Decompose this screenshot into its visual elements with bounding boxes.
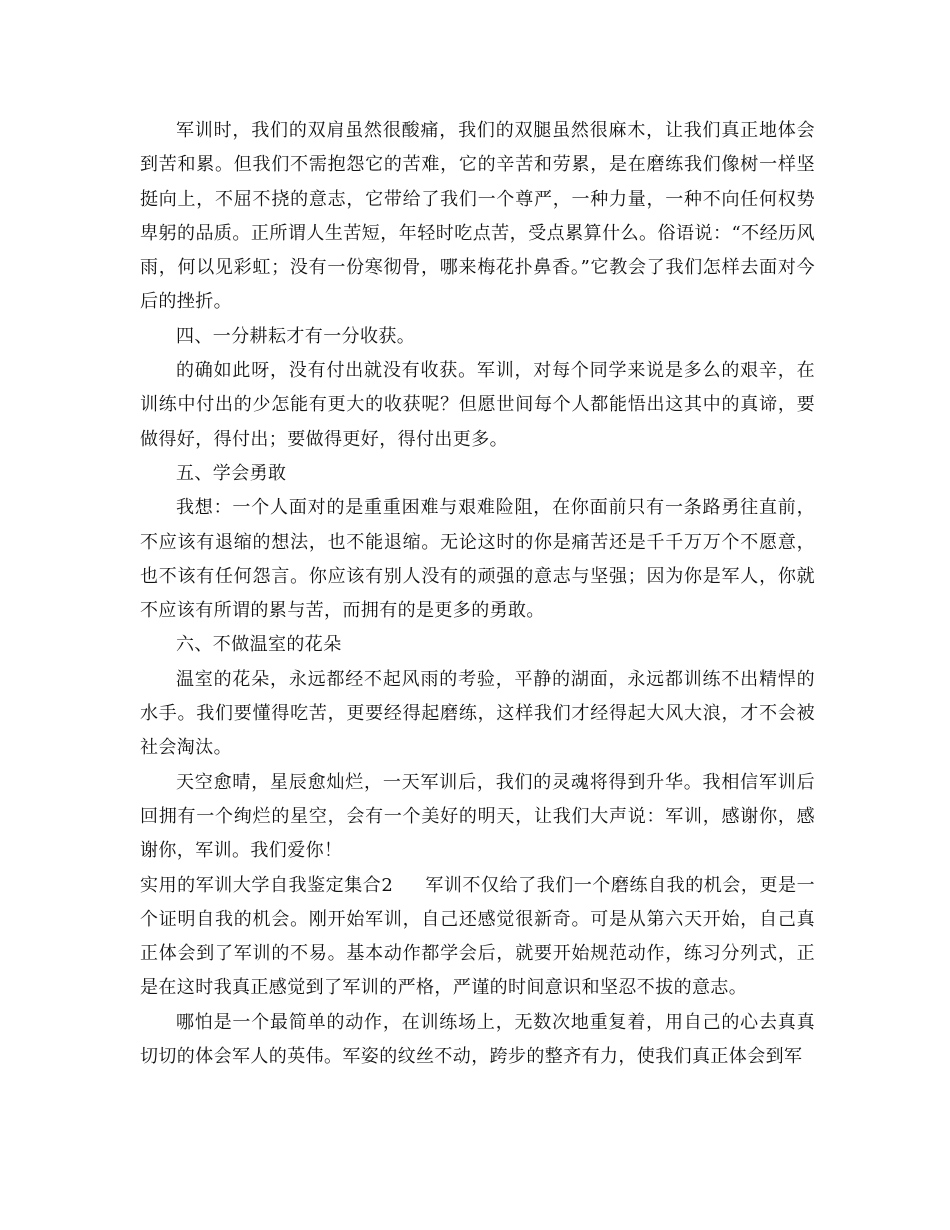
paragraph-1: 军训时，我们的双肩虽然很酸痛，我们的双腿虽然很麻木，让我们真正地体会到苦和累。但我们不需抱怨它的苦难，它的辛苦和劳累，是在磨练我们像树一样坚挺向上，不屈不挠的意志，它带给了我们一个尊严，一种力量，一种不向任何权势卑躬的品质。正所谓人生苦短，年轻时吃点苦，受点累算什么。俗语说：“不经历风雨，何以见彩虹；没有一份寒彻骨，哪来梅花扑鼻香。”它教会了我们怎样去面对今后的挫折。 [140,120,815,313]
section-2-block [140,869,815,1006]
paragraph-4: 温室的花朵，永远都经不起风雨的考验，平静的湖面，永远都训练不出精悍的水手。我们要懂得吃苦，更要经得起磨练，这样我们才经得起大风大浪，才不会被社会淘汰。 [140,668,815,759]
section-first-paragraph: 军训不仅给了我们一个磨练自我的机会，更是一个证明自我的机会。刚开始军训，自己还感觉很新奇。可是从第六天开始，自己真正体会到了军训的不易。基本动作都学会后，就要开始规范动作，练习分列式，正是在这时我真正感觉到了军训的严格，严谨的时间意识和坚忍不拔的意志。 [140,874,815,999]
section-heading-4: 四、一分耕耘才有一分收获。 [176,325,416,347]
section-heading-6: 六、不做温室的花朵 [176,634,342,656]
section-heading-5: 五、学会勇敢 [176,462,287,484]
paragraph-last: 哪怕是一个最简单的动作，在训练场上，无数次地重复着，用自己的心去真真切切的体会军人的英伟。军姿的纹丝不动，跨步的整齐有力，使我们真正体会到军 [140,1011,815,1068]
section-title: 实用的军训大学自我鉴定集合2 [140,874,394,896]
paragraph-5: 天空愈晴，星辰愈灿烂，一天军训后，我们的灵魂将得到升华。我相信军训后回拥有一个绚烂的星空，会有一个美好的明天，让我们大声说：军训，感谢你，感谢你，军训。我们爱你！ [140,771,815,862]
document-body [140,114,815,1074]
paragraph-2: 的确如此呀，没有付出就没有收获。军训，对每个同学来说是多么的艰辛，在训练中付出的少怎能有更大的收获呢？但愿世间每个人都能悟出这其中的真谛，要做得好，得付出；要做得更好，得付出更多。 [140,360,815,450]
paragraph-3: 我想：一个人面对的是重重困难与艰难险阻，在你面前只有一条路勇往直前，不应该有退缩的想法，也不能退缩。无论这时的你是痛苦还是千千万万个不愿意，也不该有任何怨言。你应该有别人没有的顽强的意志与坚强；因为你是军人，你就不应该有所谓的累与苦，而拥有的是更多的勇敢。 [140,497,815,622]
